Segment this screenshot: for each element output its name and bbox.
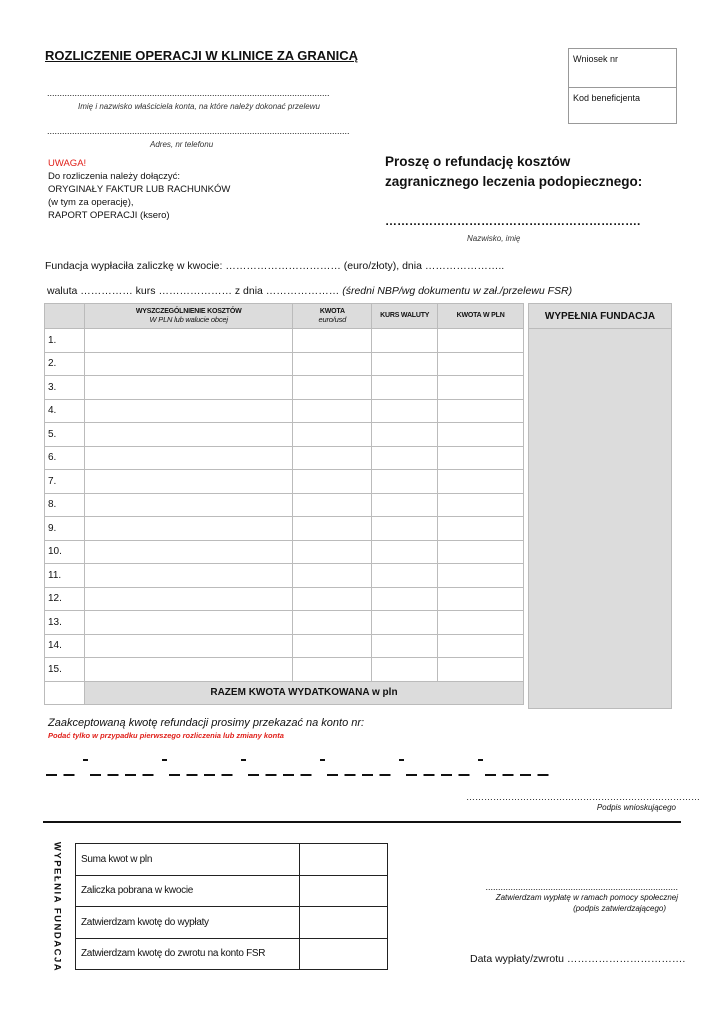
cost-row [45,611,524,635]
cost-row-number: 5. [45,423,85,447]
cost-pln-cell[interactable] [438,517,524,541]
applicant-signature-line[interactable]: …………………………………………………………………… [466,792,700,802]
cost-description-cell[interactable] [84,587,293,611]
cost-amount-cell[interactable] [293,587,372,611]
cost-description-cell[interactable] [84,493,293,517]
header-number [45,304,85,329]
office-box [568,48,677,124]
cost-pln-cell[interactable] [438,352,524,376]
cost-pln-cell[interactable] [438,564,524,588]
foundation-row [76,938,388,970]
cost-rate-cell[interactable] [372,376,438,400]
cost-amount-cell[interactable] [293,446,372,470]
cost-pln-cell[interactable] [438,493,524,517]
foundation-row-label: Zatwierdzam kwotę do zwrotu na konto FSR [76,938,300,970]
cost-description-cell[interactable] [84,611,293,635]
cost-pln-cell[interactable] [438,376,524,400]
foundation-row-value[interactable] [300,907,388,939]
cost-amount-cell[interactable] [293,399,372,423]
cost-rate-cell[interactable] [372,399,438,423]
foundation-row-label: Suma kwot w pln [76,844,300,876]
request-number-field[interactable]: Wniosek nr [573,54,619,64]
account-number-field[interactable] [46,758,551,778]
warning-line: ORYGINAŁY FAKTUR LUB RACHUNKÓW [48,184,231,195]
cost-amount-cell[interactable] [293,329,372,353]
warning-line: RAPORT OPERACJI (ksero) [48,210,170,221]
cost-rate-cell[interactable] [372,587,438,611]
cost-rate-cell[interactable] [372,634,438,658]
cost-row [45,540,524,564]
cost-pln-cell[interactable] [438,423,524,447]
cost-row-number: 11. [45,564,85,588]
address-line[interactable]: ......................................................................................................................... [47,126,350,136]
payout-date-line[interactable]: Data wypłaty/zwrotu ……………………………. [470,953,686,965]
foundation-row [76,907,388,939]
cost-amount-cell[interactable] [293,658,372,682]
cost-row-number: 15. [45,658,85,682]
cost-rate-cell[interactable] [372,493,438,517]
header-amount-pln: KWOTA W PLN [438,304,524,329]
cost-row-number: 10. [45,540,85,564]
cost-row [45,517,524,541]
cost-amount-cell[interactable] [293,517,372,541]
cost-row-number: 4. [45,399,85,423]
cost-description-cell[interactable] [84,658,293,682]
warning-block [48,157,230,222]
cost-rate-cell[interactable] [372,564,438,588]
cost-rate-cell[interactable] [372,611,438,635]
cost-pln-cell[interactable] [438,446,524,470]
cost-amount-cell[interactable] [293,540,372,564]
cost-description-cell[interactable] [84,540,293,564]
cost-amount-cell[interactable] [293,376,372,400]
account-red-note: Podać tylko w przypadku pierwszego rozliczenia lub zmiany konta [48,731,284,740]
cost-row-number: 9. [45,517,85,541]
foundation-row [76,844,388,876]
cost-row-number: 8. [45,493,85,517]
beneficiary-code-field[interactable]: Kod beneficjenta [569,87,676,125]
address-caption: Adres, nr telefonu [150,140,214,149]
header-amount [293,304,372,329]
cost-row [45,329,524,353]
costs-table [44,303,524,705]
currency-line-note: (średni NBP/wg dokumentu w zał./przelewu FSR) [342,285,573,297]
cost-description-cell[interactable] [84,352,293,376]
cost-row [45,352,524,376]
cost-row-number: 6. [45,446,85,470]
header-description-sub: W PLN lub walucie obcej [149,315,228,324]
foundation-vertical-label [50,843,64,970]
cost-rate-cell[interactable] [372,329,438,353]
cost-pln-cell[interactable] [438,470,524,494]
cost-pln-cell[interactable] [438,634,524,658]
cost-amount-cell[interactable] [293,423,372,447]
foundation-row-value[interactable] [300,875,388,907]
total-row [45,681,524,704]
total-label: RAZEM KWOTA WYDATKOWANA w pln [84,681,523,704]
header-description-label: WYSZCZEGÓLNIENIE KOSZTÓW [135,308,242,315]
cost-rate-cell[interactable] [372,540,438,564]
cost-pln-cell[interactable] [438,540,524,564]
cost-rate-cell[interactable] [372,423,438,447]
cost-description-cell[interactable] [84,517,293,541]
cost-rate-cell[interactable] [372,517,438,541]
cost-rate-cell[interactable] [372,352,438,376]
cost-row-number: 2. [45,352,85,376]
cost-amount-cell[interactable] [293,470,372,494]
owner-name-caption: Imię i nazwisko właściciela konta, na które należy dokonać przelewu [78,102,320,111]
cost-row [45,376,524,400]
form-title: ROZLICZENIE OPERACJI W KLINICE ZA GRANICĄ [45,48,358,63]
foundation-row-value[interactable] [300,844,388,876]
foundation-row-label: Zaliczka pobrana w kwocie [76,875,300,907]
warning-title: UWAGA! [48,158,87,169]
warning-line: Do rozliczenia należy dołączyć: [48,171,181,182]
foundation-vertical-text: WYPEŁNIA FUNDACJA [51,841,63,972]
cost-rate-cell[interactable] [372,470,438,494]
header-amount-label: KWOTA [319,308,345,315]
cost-description-cell[interactable] [84,399,293,423]
owner-name-line[interactable]: ................................................................................................................. [47,88,330,98]
foundation-column-title: WYPEŁNIA FUNDACJA [529,304,671,329]
cost-amount-cell[interactable] [293,634,372,658]
foundation-row-value[interactable] [300,938,388,970]
foundation-column [528,303,672,709]
cost-pln-cell[interactable] [438,658,524,682]
header-amount-sub: euro/usd [318,315,347,324]
cost-row [45,446,524,470]
currency-line-text: waluta …………… kurs ………………… z dnia ………………… [47,285,340,297]
patient-name-line[interactable]: ………………………………………………………. [385,214,641,228]
foundation-row-label: Zatwierdzam kwotę do wypłaty [76,907,300,939]
header-description [84,304,293,329]
cost-description-cell[interactable] [84,634,293,658]
cost-pln-cell[interactable] [438,611,524,635]
cost-row [45,634,524,658]
costs-table-header [45,304,524,329]
request-line-2: zagranicznego leczenia podopiecznego: [385,174,643,189]
cost-description-cell[interactable] [84,376,293,400]
applicant-signature-caption: Podpis wnioskującego [596,803,676,812]
header-rate: KURS WALUTY [372,304,438,329]
cost-row [45,493,524,517]
foundation-table [75,843,388,970]
cost-amount-cell[interactable] [293,564,372,588]
cost-description-cell[interactable] [84,470,293,494]
cost-amount-cell[interactable] [293,611,372,635]
cost-pln-cell[interactable] [438,399,524,423]
cost-description-cell[interactable] [84,446,293,470]
cost-pln-cell[interactable] [438,329,524,353]
total-row-spacer [45,681,85,704]
cost-row-number: 7. [45,470,85,494]
cost-description-cell[interactable] [84,329,293,353]
currency-line[interactable] [47,285,572,297]
refund-request-heading [385,152,642,192]
approval-caption-sub: (podpis zatwierdzającego) [573,904,666,913]
approval-signature-line[interactable]: ............................................................................. [485,882,678,892]
cost-row-number: 3. [45,376,85,400]
cost-row-number: 14. [45,634,85,658]
advance-line[interactable]: Fundacja wypłaciła zaliczkę w kwocie: …………………………… (euro/złoty), dnia ………………….. [45,260,505,272]
account-note: Zaakceptowaną kwotę refundacji prosimy przekazać na konto nr: [48,717,365,729]
cost-pln-cell[interactable] [438,587,524,611]
cost-amount-cell[interactable] [293,493,372,517]
approval-caption: Zatwierdzam wypłatę w ramach pomocy społecznej [495,893,678,902]
section-divider [43,821,681,823]
cost-row-number: 1. [45,329,85,353]
cost-rate-cell[interactable] [372,446,438,470]
cost-amount-cell[interactable] [293,352,372,376]
patient-name-caption: Nazwisko, imię [467,234,521,243]
cost-row [45,658,524,682]
cost-row [45,564,524,588]
cost-row [45,587,524,611]
cost-rate-cell[interactable] [372,658,438,682]
cost-description-cell[interactable] [84,564,293,588]
request-line-1: Proszę o refundację kosztów [385,154,571,169]
cost-row [45,423,524,447]
cost-row-number: 13. [45,611,85,635]
cost-row [45,470,524,494]
cost-row [45,399,524,423]
cost-row-number: 12. [45,587,85,611]
warning-line: (w tym za operację), [48,197,134,208]
foundation-row [76,875,388,907]
cost-description-cell[interactable] [84,423,293,447]
